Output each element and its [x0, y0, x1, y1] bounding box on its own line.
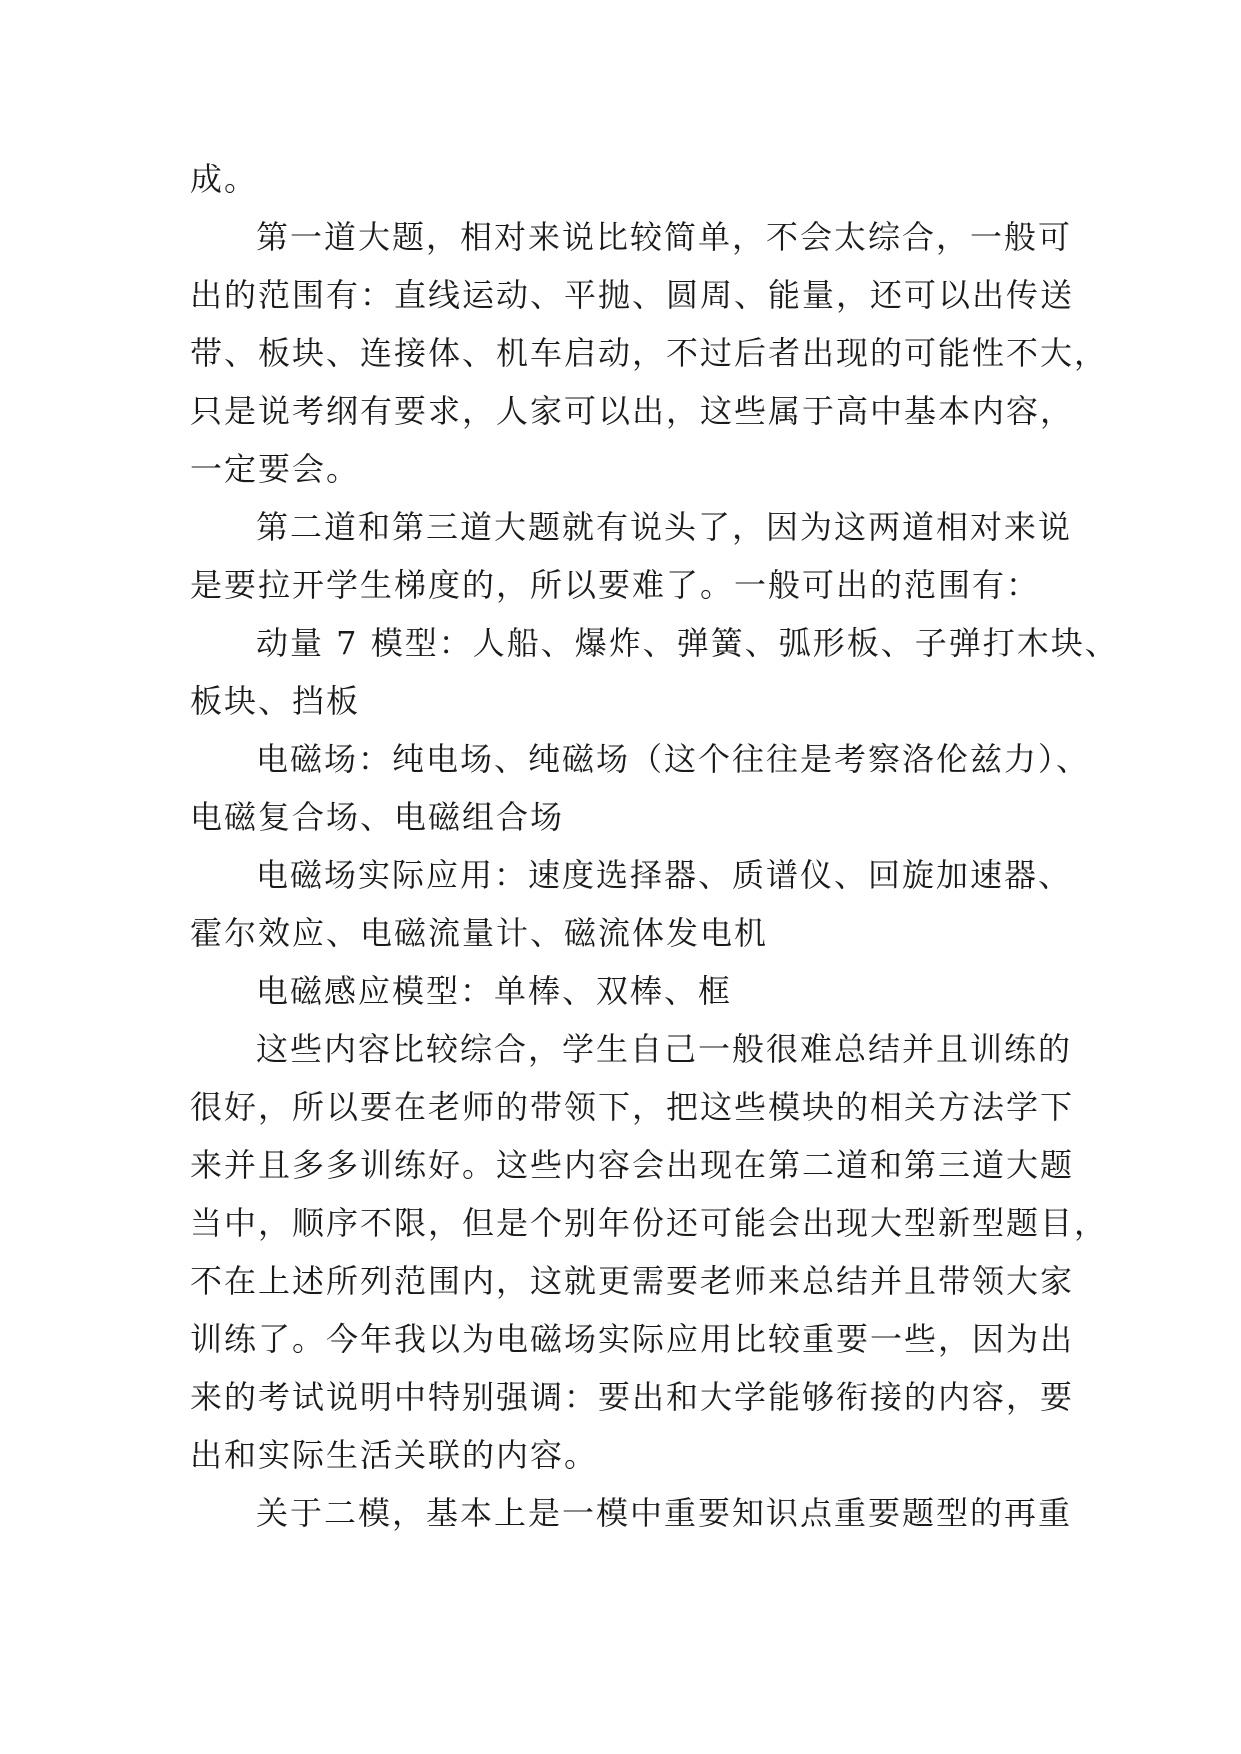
text-line: 是要拉开学生梯度的，所以要难了。一般可出的范围有： [190, 566, 1041, 604]
text-line: 一定要会。 [190, 450, 361, 488]
text-line: 来并且多多训练好。这些内容会出现在第二道和第三道大题 [190, 1146, 1075, 1184]
text-line: 训练了。今年我以为电磁场实际应用比较重要一些，因为出 [190, 1320, 1075, 1358]
text-line: 出和实际生活关联的内容。 [190, 1436, 599, 1474]
text-line: 不在上述所列范围内，这就更需要老师来总结并且带领大家 [190, 1262, 1075, 1300]
paragraph-second-mock: 关于二模，基本上是一模中重要知识点重要题型的再重 [256, 1494, 1073, 1532]
text-line: 板块、挡板 [190, 682, 361, 720]
document-page [190, 150, 1119, 1542]
list-item-em-applications: 电磁场实际应用：速度选择器、质谱仪、回旋加速器、 [256, 856, 1073, 894]
text-line: 当中，顺序不限，但是个别年份还可能会出现大型新型题目， [190, 1204, 1109, 1242]
text-line: 只是说考纲有要求，人家可以出，这些属于高中基本内容， [190, 392, 1075, 430]
list-item-em-induction: 电磁感应模型：单棒、双棒、框 [256, 972, 733, 1010]
text-line: 电磁复合场、电磁组合场 [190, 798, 565, 836]
text-line: 来的考试说明中特别强调：要出和大学能够衔接的内容，要 [190, 1378, 1075, 1416]
list-item-em-field: 电磁场：纯电场、纯磁场（这个往往是考察洛伦兹力）、 [256, 740, 1091, 778]
text-line: 很好，所以要在老师的带领下，把这些模块的相关方法学下 [190, 1088, 1075, 1126]
text-line: 霍尔效应、电磁流量计、磁流体发电机 [190, 914, 769, 952]
text-line: 出的范围有：直线运动、平抛、圆周、能量，还可以出传送 [190, 276, 1075, 314]
paragraph-summary: 这些内容比较综合，学生自己一般很难总结并且训练的 [256, 1030, 1073, 1068]
paragraph-second-third-question: 第二道和第三道大题就有说头了，因为这两道相对来说 [256, 508, 1073, 546]
text-line: 带、板块、连接体、机车启动，不过后者出现的可能性不大， [190, 334, 1109, 372]
paragraph-first-question: 第一道大题，相对来说比较简单，不会太综合，一般可 [256, 218, 1073, 256]
list-item-momentum: 动量 7 模型：人船、爆炸、弹簧、弧形板、子弹打木块、 [256, 624, 1119, 662]
text-line: 成。 [190, 160, 259, 198]
